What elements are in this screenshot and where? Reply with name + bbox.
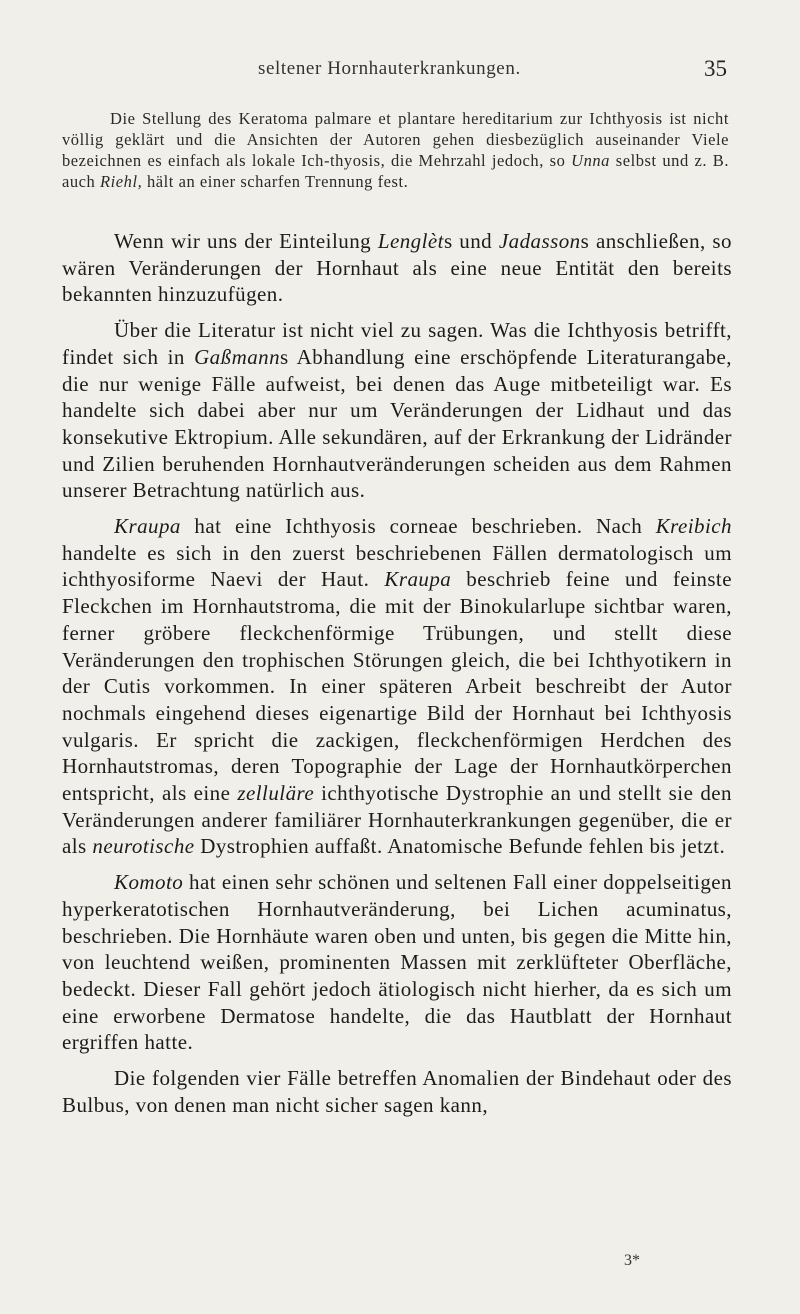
text-run: hat eine Ichthyosis corneae beschrieben. Nach — [180, 514, 656, 539]
author-name: Riehl, — [100, 172, 143, 191]
signature-mark: 3* — [624, 1252, 640, 1269]
author-name: Jadasson — [498, 229, 581, 253]
emphasis: zelluläre — [237, 781, 315, 806]
paragraph — [62, 228, 732, 308]
text-run: s und — [443, 229, 499, 253]
emphasis: neurotische — [92, 834, 195, 859]
text-run: s Abhandlung eine erschöpfende Literaturangabe, die nur wenige Fälle aufweist, bei denen das Auge mitbeteiligt war. Es handelte sich dabei aber nur um Veränderungen der Lidhaut und das konsekutive Ektropium. Alle sekundären, auf der Erkrankung der Lidränder und Zilien beruhenden Hornhautveränderungen scheiden aus dem Rahmen unserer Betrachtung natürlich aus. — [62, 344, 732, 503]
page-header — [62, 58, 727, 86]
paragraph — [62, 1065, 732, 1118]
text-run: Über die Literatur ist nicht viel zu sagen. Was die Ichthyosis betrifft, findet sich in — [62, 318, 732, 369]
author-name: Gaßmann — [194, 344, 281, 369]
text-run: selbst und z. B. auch — [62, 151, 729, 191]
text-run: hat einen sehr schönen und seltenen Fall einer doppelseitigen hyperkeratotischen Hornhautveränderung, bei Lichen acuminatus, beschrieben. Die Hornhäute waren oben und unten, bis gegen die Mitte hin, von leuchtend weißen, prominenten Massen mit zerklüfteter Oberfläche, bedeckt. Dieser Fall gehört jedoch ätiologisch nicht hierher, da es sich um eine erworbene Dermatose handelte, die das Hautblatt der Hornhaut ergriffen hatte. — [62, 870, 732, 1055]
author-name: Kraupa — [384, 567, 452, 592]
running-head: seltener Hornhauterkrankungen. — [258, 58, 521, 79]
author-name: Komoto — [114, 870, 184, 895]
text-run: Dystrophien auffaßt. Anatomische Befunde fehlen bis jetzt. — [194, 834, 726, 859]
text-run: Wenn wir uns der Einteilung — [114, 229, 378, 253]
text-run: handelte es sich in den zuerst beschriebenen Fällen dermatologisch um ichthyosiforme Naevi der Haut. — [62, 540, 732, 592]
author-name: Kreibich — [655, 514, 732, 539]
paragraph — [62, 869, 732, 1056]
author-name: Kraupa — [114, 514, 181, 539]
paragraph — [62, 513, 732, 860]
text-run: Die Stellung des Keratoma palmare et plantare hereditarium zur Ichthyosis ist nicht völlig geklärt und die Ansichten der Autoren gehen diesbezüglich auseinander Viele bezeichnen es einfach als lokale Ich-thyosis, die Mehrzahl jedoch, so — [62, 109, 729, 170]
text-run: s anschließen, so wären Veränderungen der Hornhaut als eine neue Entität den bereits bekannten hinzuzufügen. — [62, 229, 732, 307]
text-run: Die folgenden vier Fälle betreffen Anomalien der Bindehaut oder des Bulbus, von denen man nicht sicher sagen kann, — [62, 1066, 732, 1117]
author-name: Unna — [571, 151, 610, 170]
text-run: beschrieb feine und feinste Fleckchen im Hornhautstroma, die mit der Binokularlupe sichtbar waren, ferner gröbere fleckchenförmige Trübungen, und stellt diese Veränderungen den trophischen Störungen gleich, die bei Ichthyotikern in der Cutis vorkommen. In einer späteren Arbeit beschreibt der Autor nochmals eingehend dieses eigenartige Bild der Hornhaut bei Ichthyosis vulgaris. Er spricht die zackigen, fleckchenförmigen Herdchen des Hornhautstromas, deren Topographie der Lage der Hornhautkörperchen entspricht, als eine — [62, 567, 732, 806]
paragraph — [62, 317, 732, 504]
small-print-paragraph — [62, 108, 729, 192]
text-run: ichthyotische Dystrophie an und stellt sie den Veränderungen anderer familiärer Hornhauterkrankungen gegenüber, die er als — [62, 781, 732, 859]
body-text — [62, 228, 732, 1119]
page-number: 35 — [704, 56, 727, 81]
text-run: hält an einer scharfen Trennung fest. — [142, 172, 409, 191]
author-name: Lenglèt — [377, 229, 444, 253]
